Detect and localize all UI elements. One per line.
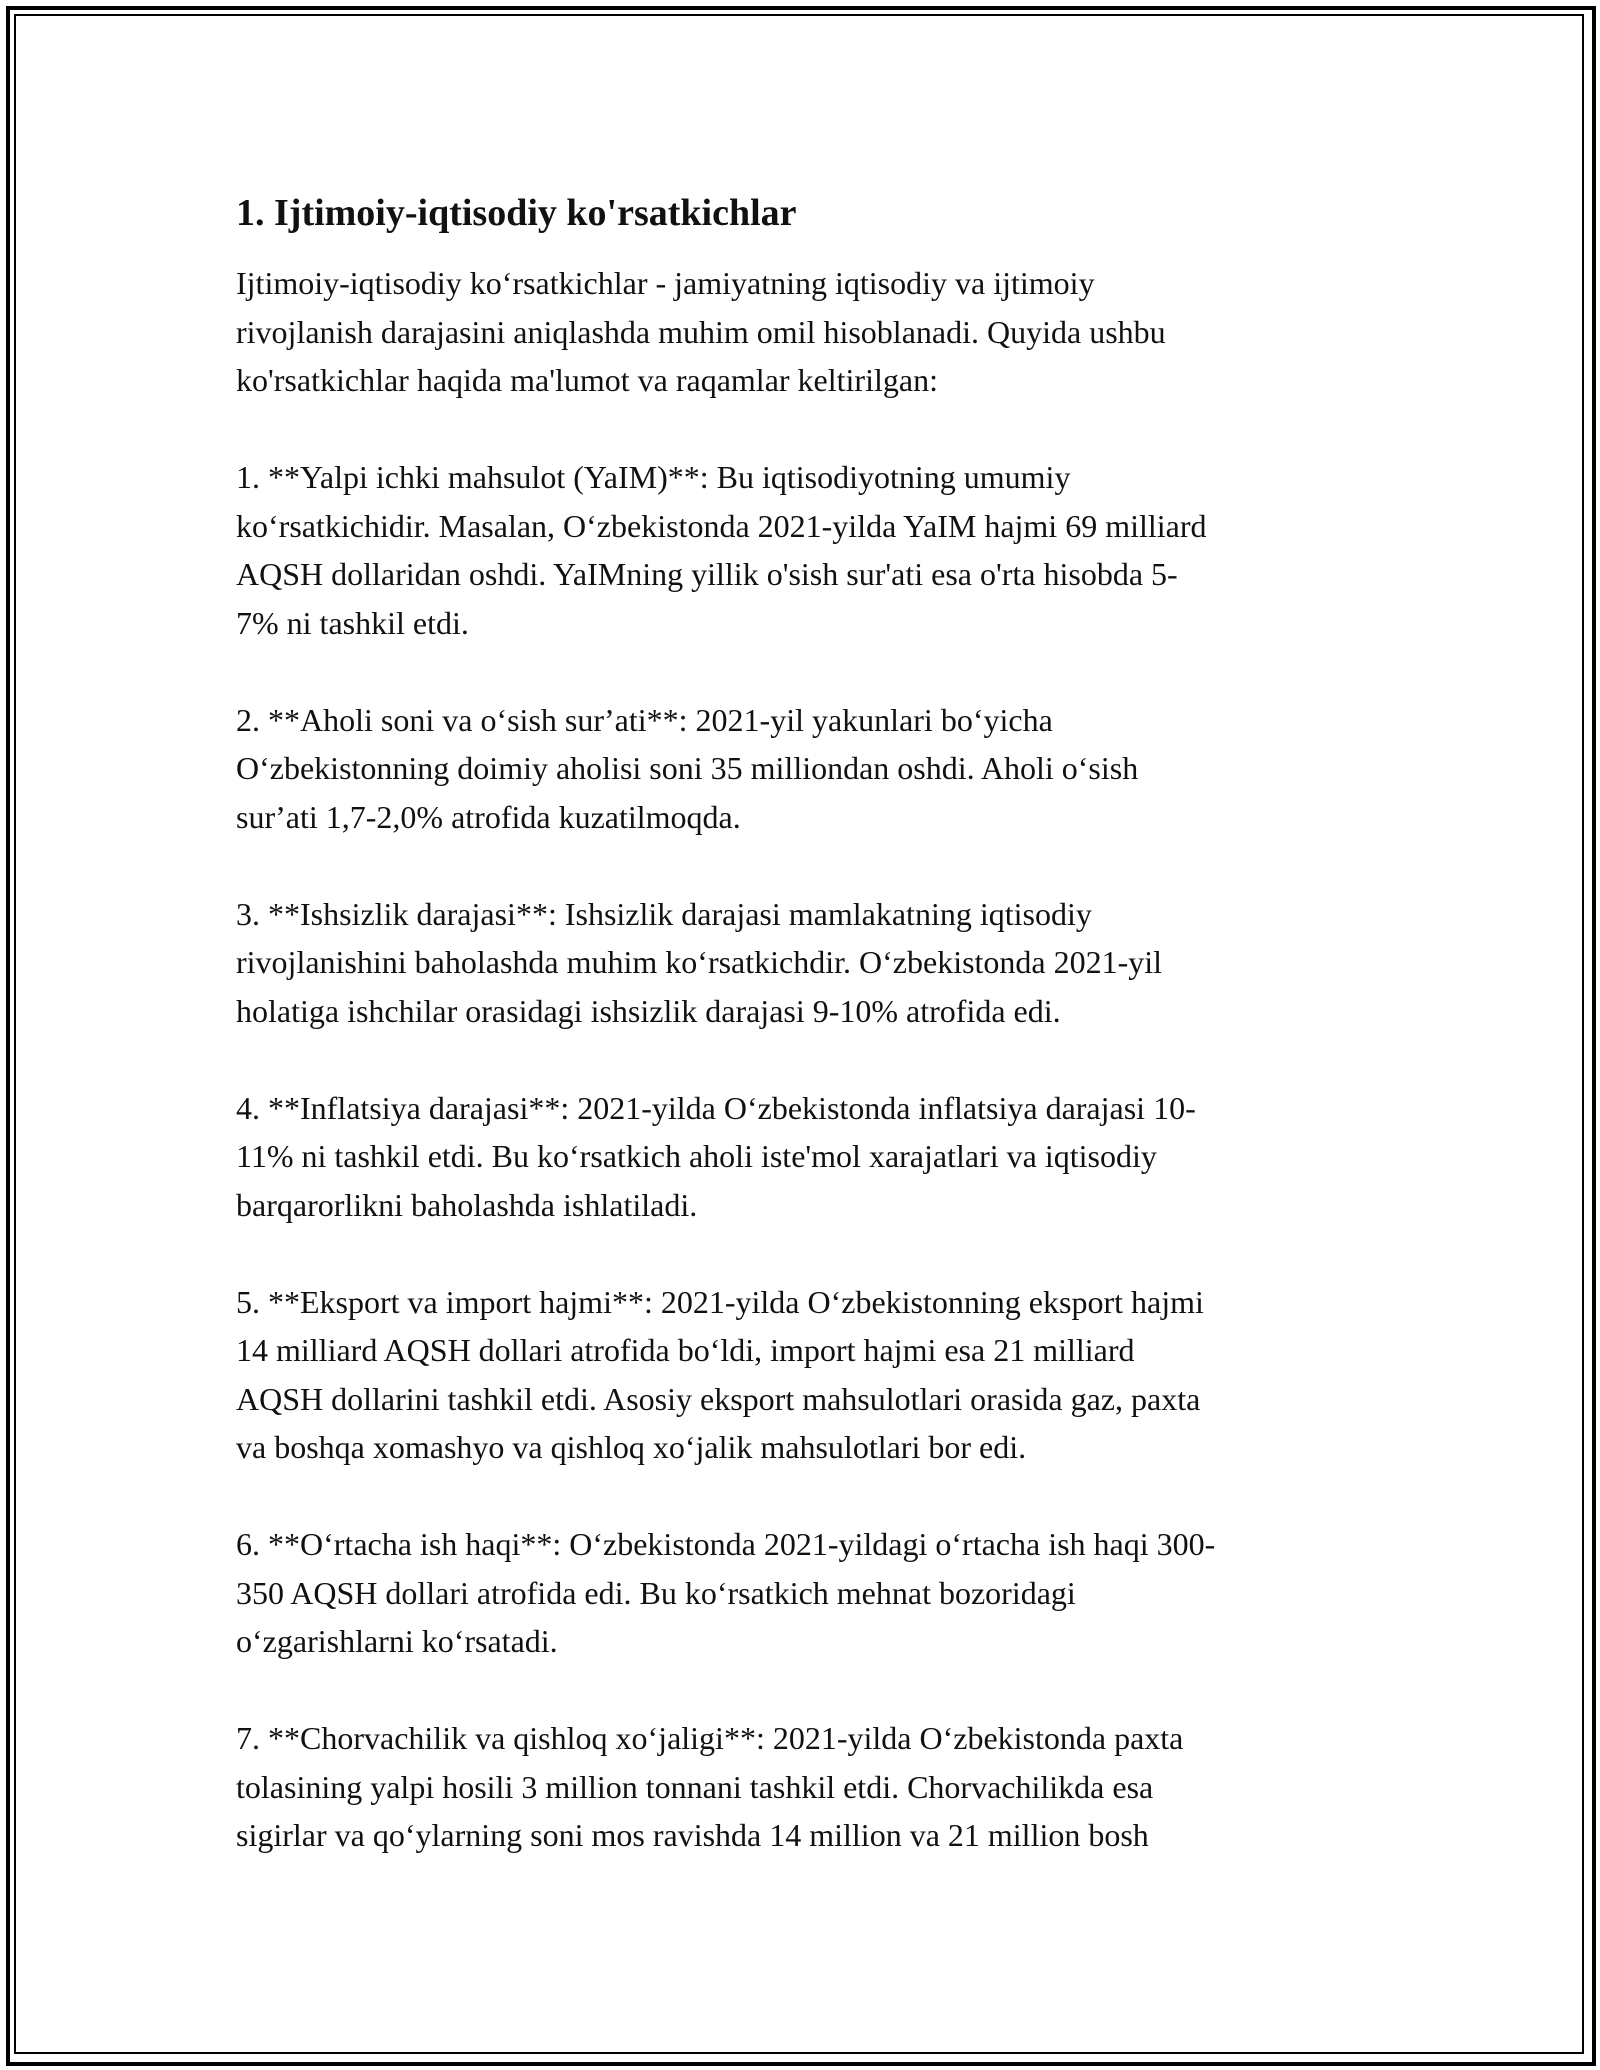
text-line: tolasining yalpi hosili 3 million tonnani tashkil etdi. Chorvachilikda esa (236, 1768, 1154, 1805)
text-line: va boshqa xomashyo va qishloq xoʻjalik mahsulotlari bor edi. (236, 1429, 1027, 1465)
section-heading: 1. Ijtimoiy-iqtisodiy ko'rsatkichlar (236, 192, 797, 234)
text-line: 3. **Ishsizlik darajasi**: Ishsizlik darajasi mamlakatning iqtisodiy (236, 895, 1092, 932)
text-line: 5. **Eksport va import hajmi**: 2021-yilda Oʻzbekistonning eksport hajmi (236, 1283, 1204, 1320)
text-line: rivojlanishini baholashda muhim koʻrsatkichdir. Oʻzbekistonda 2021-yil (236, 944, 1163, 980)
text-line: 7. **Chorvachilik va qishloq xoʻjaligi**: 2021-yilda Oʻzbekistonda paxta (236, 1720, 1184, 1756)
list-item-trade (236, 1278, 1366, 1472)
text-line: holatiga ishchilar orasidagi ishsizlik darajasi 9-10% atrofida edi. (236, 992, 1061, 1029)
text-line: 4. **Inflatsiya darajasi**: 2021-yilda Oʻzbekistonda inflatsiya darajasi 10- (236, 1089, 1196, 1126)
text-line: koʻrsatkichidir. Masalan, Oʻzbekistonda 2021-yilda YaIM hajmi 69 milliard (236, 507, 1207, 544)
list-item-gdp (236, 453, 1366, 647)
text-line: AQSH dollarini tashkil etdi. Asosiy eksport mahsulotlari orasida gaz, paxta (236, 1380, 1201, 1417)
intro-paragraph (236, 259, 1366, 405)
list-item-inflation (236, 1084, 1366, 1230)
text-line: barqarorlikni baholashda ishlatiladi. (236, 1186, 698, 1223)
text-line: Oʻzbekistonning doimiy aholisi soni 35 milliondan oshdi. Aholi oʻsish (236, 750, 1139, 786)
list-item-unemployment (236, 890, 1366, 1036)
text-line: surʼati 1,7-2,0% atrofida kuzatilmoqda. (236, 798, 741, 835)
text-line: 7% ni tashkil etdi. (236, 604, 469, 641)
text-line: 14 milliard AQSH dollari atrofida boʻldi, import hajmi esa 21 milliard (236, 1332, 1135, 1368)
text-line: oʻzgarishlarni koʻrsatadi. (236, 1623, 558, 1659)
text-line: AQSH dollaridan oshdi. YaIMning yillik o'sish sur'ati esa o'rta hisobda 5- (236, 556, 1178, 592)
text-line: 2. **Aholi soni va oʻsish surʼati**: 2021-yil yakunlari boʻyicha (236, 701, 1053, 738)
text-line: sigirlar va qoʻylarning soni mos ravishda 14 million va 21 million bosh (236, 1817, 1149, 1853)
document-body (236, 183, 1366, 1908)
text-line: 1. **Yalpi ichki mahsulot (YaIM)**: Bu iqtisodiyotning umumiy (236, 459, 1071, 495)
text-line: ko'rsatkichlar haqida ma'lumot va raqamlar keltirilgan: (236, 362, 938, 398)
text-line: 11% ni tashkil etdi. Bu koʻrsatkich aholi iste'mol xarajatlari va iqtisodiy (236, 1138, 1157, 1174)
text-line: rivojlanish darajasini aniqlashda muhim omil hisoblanadi. Quyida ushbu (236, 313, 1166, 350)
list-item-population (236, 696, 1366, 842)
list-item-agriculture (236, 1714, 1366, 1860)
text-line: 6. **Oʻrtacha ish haqi**: Oʻzbekistonda 2021-yildagi oʻrtacha ish haqi 300- (236, 1526, 1216, 1562)
text-line: 350 AQSH dollari atrofida edi. Bu koʻrsatkich mehnat bozoridagi (236, 1574, 1076, 1611)
list-item-wages (236, 1520, 1366, 1666)
text-line: Ijtimoiy-iqtisodiy koʻrsatkichlar - jamiyatning iqtisodiy va ijtimoiy (236, 265, 1095, 301)
